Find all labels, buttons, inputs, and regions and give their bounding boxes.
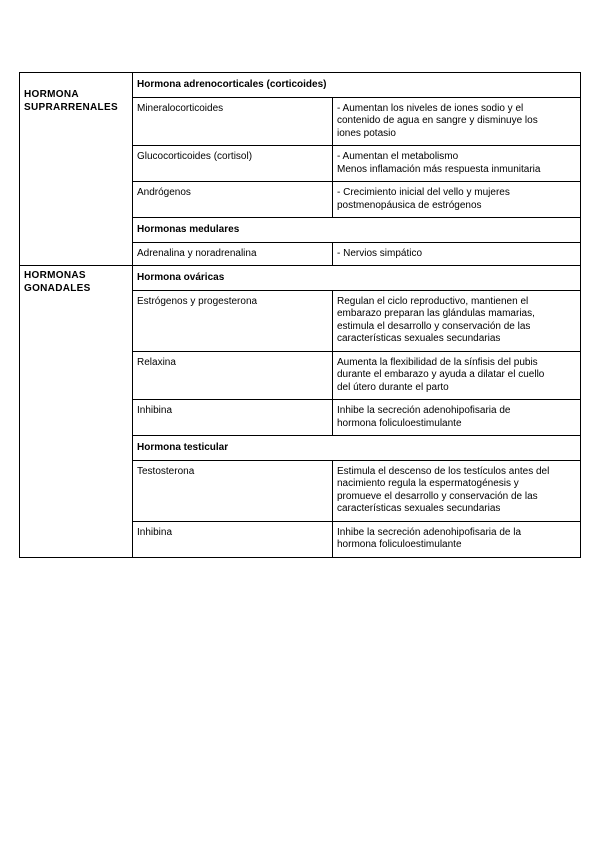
effect-line: del útero durante el parto <box>337 381 449 393</box>
effect-line: Aumenta la flexibilidad de la sínfisis del pubis <box>337 356 538 368</box>
effect-line: Inhibe la secreción adenohipofisaria de la <box>337 526 522 538</box>
hormone-effect <box>333 290 581 351</box>
section-title: Hormona adrenocorticales (corticoides) <box>133 73 581 98</box>
hormone-effect <box>333 400 581 436</box>
section-header-row <box>20 266 581 291</box>
section-title: Hormonas medulares <box>133 218 581 243</box>
hormone-effect <box>333 146 581 182</box>
group-label-line: GONADALES <box>24 282 91 294</box>
effect-line: Estimula el descenso de los testículos antes del <box>337 465 550 477</box>
section-header-row <box>20 73 581 98</box>
hormone-name: Inhibina <box>133 400 333 436</box>
group-label-line: SUPRARRENALES <box>24 101 118 113</box>
effect-line: - Nervios simpático <box>337 247 423 259</box>
effect-line: características sexuales secundarias <box>337 333 501 344</box>
effect-line: características sexuales secundarias <box>337 503 501 514</box>
hormone-name: Mineralocorticoides <box>133 97 333 146</box>
effect-line: Regulan el ciclo reproductivo, mantienen el <box>337 295 529 307</box>
group-label-line: HORMONAS <box>24 270 86 281</box>
hormone-effect <box>333 182 581 218</box>
hormone-group-label <box>20 73 133 266</box>
effect-line: iones potasio <box>337 127 396 139</box>
effect-line: Menos inflamación más respuesta inmunitaria <box>337 163 541 175</box>
effect-line: - Aumentan los niveles de iones sodio y el <box>337 102 524 114</box>
effect-line: durante el embarazo y ayuda a dilatar el cuello <box>337 369 545 380</box>
hormone-name: Andrógenos <box>133 182 333 218</box>
hormone-effect <box>333 521 581 557</box>
hormone-name: Adrenalina y noradrenalina <box>133 242 333 266</box>
effect-line: - Crecimiento inicial del vello y mujeres <box>337 187 510 198</box>
group-label-line: HORMONA <box>24 89 79 100</box>
effect-line: postmenopáusica de estrógenos <box>337 199 482 211</box>
effect-line: - Aumentan el metabolismo <box>337 151 459 162</box>
hormones-table-body <box>20 73 581 558</box>
effect-line: promueve el desarrollo y conservación de las <box>337 490 538 502</box>
effect-line: contenido de agua en sangre y disminuye los <box>337 115 538 126</box>
hormone-effect <box>333 460 581 521</box>
section-title: Hormona ováricas <box>133 266 581 291</box>
hormone-group-label <box>20 266 133 558</box>
hormone-effect <box>333 351 581 400</box>
hormone-name: Relaxina <box>133 351 333 400</box>
effect-line: estimula el desarrollo y conservación de las <box>337 320 531 332</box>
hormone-name: Glucocorticoides (cortisol) <box>133 146 333 182</box>
effect-line: nacimiento regula la espermatogénesis y <box>337 478 519 489</box>
effect-line: Inhibe la secreción adenohipofisaria de <box>337 405 511 416</box>
hormone-effect <box>333 242 581 266</box>
hormones-table <box>19 72 581 558</box>
hormone-name: Testosterona <box>133 460 333 521</box>
hormone-name: Estrógenos y progesterona <box>133 290 333 351</box>
hormone-name: Inhibina <box>133 521 333 557</box>
effect-line: hormona foliculoestimulante <box>337 417 462 429</box>
effect-line: hormona foliculoestimulante <box>337 539 462 550</box>
effect-line: embarazo preparan las glándulas mamarias, <box>337 308 535 319</box>
section-title: Hormona testicular <box>133 436 581 461</box>
hormone-effect <box>333 97 581 146</box>
